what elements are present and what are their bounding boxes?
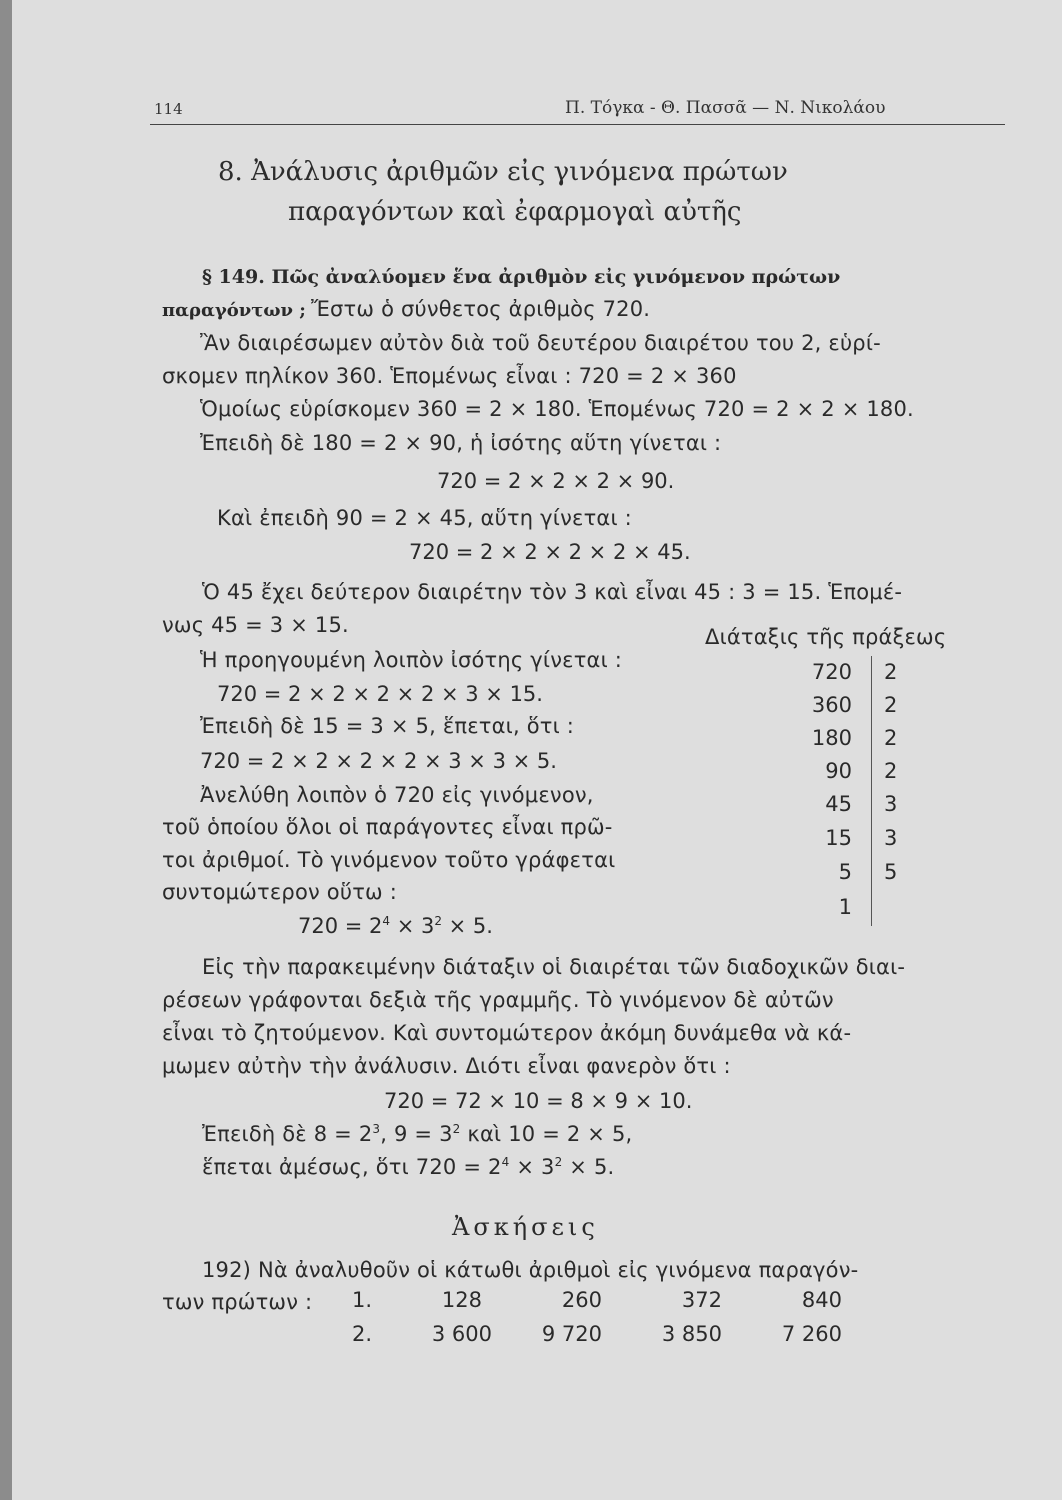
section-title-line2: παραγόντων καὶ ἐφαρμογαὶ αὐτῆς	[288, 197, 742, 227]
text-line: ρέσεων γράφονται δεξιὰ τῆς γραμμῆς. Τὸ γινόμενον δὲ αὐτῶν	[162, 988, 834, 1012]
exercise-number: 7 260	[781, 1322, 842, 1346]
divisor: 2	[884, 693, 898, 717]
text-part: × 3	[509, 1155, 555, 1179]
exponent: 4	[501, 1155, 510, 1169]
dividend: 15	[825, 826, 852, 850]
equation: 720 = 2 × 2 × 2 × 90.	[437, 469, 675, 493]
dividend: 180	[811, 726, 852, 750]
dividend: 45	[825, 792, 852, 816]
text-part: καὶ 10 = 2 × 5,	[460, 1122, 633, 1146]
dividend: 1	[838, 895, 852, 919]
header-rule	[150, 124, 1005, 125]
text-line: Ἐπειδὴ δὲ 180 = 2 × 90, ἡ ἰσότης αὕτη γίνεται :	[200, 431, 722, 455]
text-line-with-powers	[202, 1155, 614, 1179]
divisor: 5	[884, 860, 898, 884]
text-line: σκομεν πηλίκον 360. Ἑπομένως εἶναι : 720 = 2 × 360	[162, 364, 737, 388]
exercise-row-label: 1.	[352, 1288, 373, 1312]
text-line: τοῦ ὁποίου ὅλοι οἱ παράγοντες εἶναι πρῶ-	[162, 815, 613, 839]
text-line: Ὁ 45 ἔχει δεύτερον διαιρέτην τὸν 3 καὶ εἶναι 45 : 3 = 15. Ἑπομέ-	[202, 580, 903, 604]
division-table-heading: Διάταξις τῆς πράξεως	[705, 625, 947, 649]
text-line: Εἰς τὴν παρακειμένην διάταξιν οἱ διαιρέται τῶν διαδοχικῶν διαι-	[202, 955, 906, 979]
eq-exponent: 4	[382, 914, 391, 928]
divisor: 2	[884, 759, 898, 783]
eq-part: × 3	[390, 914, 435, 938]
text-line: Ἡ προηγουμένη λοιπὸν ἰσότης γίνεται :	[200, 648, 623, 672]
running-header-authors: Π. Τόγκα - Θ. Πασσᾶ — Ν. Νικολάου	[565, 98, 886, 118]
equation: 720 = 2 × 2 × 2 × 2 × 3 × 3 × 5.	[200, 749, 557, 773]
text-part: , 9 = 3	[380, 1122, 453, 1146]
equation: 720 = 72 × 10 = 8 × 9 × 10.	[384, 1089, 693, 1113]
page-number: 114	[154, 100, 183, 118]
exercise-number: 3 600	[431, 1322, 492, 1346]
equation-compact	[298, 914, 493, 938]
text-line: Καὶ ἐπειδὴ 90 = 2 × 45, αὕτη γίνεται :	[217, 506, 632, 530]
exercise-number: 372	[681, 1288, 722, 1312]
divisor: 2	[884, 660, 898, 684]
dividend: 720	[811, 660, 852, 684]
eq-part: × 5.	[441, 914, 493, 938]
exercise-number: 9 720	[541, 1322, 602, 1346]
exercise-number: 260	[561, 1288, 602, 1312]
text-line: Ἂν διαιρέσωμεν αὐτὸν διὰ τοῦ δευτέρου διαιρέτου του 2, εὑρί-	[200, 331, 881, 355]
exercise-number: 128	[441, 1288, 482, 1312]
exercise-number: 840	[801, 1288, 842, 1312]
paragraph-149-heading-end: παραγόντων ;	[162, 300, 306, 321]
text-line: Ἀνελύθη λοιπὸν ὁ 720 εἰς γινόμενον,	[200, 783, 594, 807]
text-line: Ὁμοίως εὑρίσκομεν 360 = 2 × 180. Ἑπομένως 720 = 2 × 2 × 180.	[200, 397, 914, 421]
dividend: 360	[811, 693, 852, 717]
division-table-rule	[871, 656, 872, 926]
exponent: 2	[452, 1122, 461, 1136]
text-line: τοι ἀριθμοί. Τὸ γινόμενον τοῦτο γράφεται	[162, 848, 616, 872]
exponent: 3	[372, 1122, 381, 1136]
exercise-192-text: 192) Νὰ ἀναλυθοῦν οἱ κάτωθι ἀριθμοὶ εἰς γινόμενα παραγόν-	[202, 1258, 859, 1282]
dividend: 90	[825, 759, 852, 783]
text-line: συντομώτερον οὕτω :	[162, 880, 397, 904]
text-line: Ἐπειδὴ δὲ 15 = 3 × 5, ἕπεται, ὅτι :	[200, 714, 575, 738]
section-title-line1: 8. Ἀνάλυσις ἀριθμῶν εἰς γινόμενα πρώτων	[218, 157, 788, 187]
text-line: μωμεν αὐτὴν τὴν ἀνάλυσιν. Διότι εἶναι φανερὸν ὅτι :	[162, 1054, 731, 1078]
text-part: ἕπεται ἀμέσως, ὅτι 720 = 2	[202, 1155, 502, 1179]
text-line-with-powers	[202, 1122, 632, 1146]
text-line: εἶναι τὸ ζητούμενον. Καὶ συντομώτερον ἀκόμη δυνάμεθα νὰ κά-	[162, 1021, 852, 1045]
exercises-heading: Ἀσκήσεις	[452, 1213, 599, 1241]
paragraph-149-heading: § 149. Πῶς ἀναλύομεν ἕνα ἀριθμὸν εἰς γινόμενον πρώτων	[202, 266, 841, 288]
exercise-number: 3 850	[661, 1322, 722, 1346]
eq-part: 720 = 2	[298, 914, 383, 938]
paragraph-149-line2-text: Ἔστω ὁ σύνθετος ἀριθμὸς 720.	[310, 297, 651, 321]
text-part: × 5.	[562, 1155, 615, 1179]
exercise-192-label: των πρώτων :	[162, 1290, 313, 1314]
equation: 720 = 2 × 2 × 2 × 2 × 45.	[409, 540, 691, 564]
paragraph-149-line2	[162, 297, 650, 321]
exponent: 2	[554, 1155, 563, 1169]
equation: 720 = 2 × 2 × 2 × 2 × 3 × 15.	[217, 682, 543, 706]
divisor: 2	[884, 726, 898, 750]
dividend: 5	[838, 860, 852, 884]
book-page	[12, 0, 1062, 1500]
text-line: νως 45 = 3 × 15.	[162, 613, 349, 637]
text-part: Ἐπειδὴ δὲ 8 = 2	[202, 1122, 373, 1146]
divisor: 3	[884, 826, 898, 850]
exercise-row-label: 2.	[352, 1322, 373, 1346]
eq-exponent: 2	[434, 914, 442, 928]
divisor: 3	[884, 792, 898, 816]
